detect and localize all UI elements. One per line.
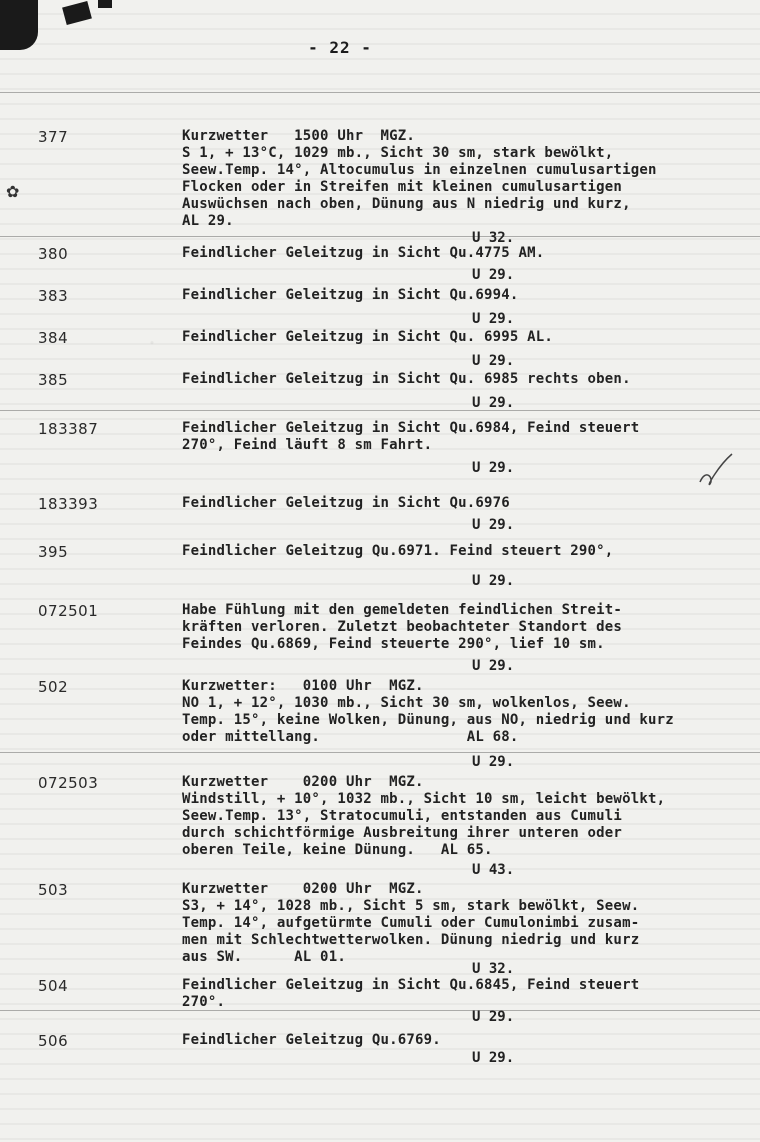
entry-id: 504 xyxy=(38,977,69,995)
entry-signature: U 43. xyxy=(472,862,515,878)
entry-text: Feindlicher Geleitzug in Sicht Qu.6984, Feind steuert 270°, Feind läuft 8 sm Fahrt. xyxy=(182,420,640,453)
scan-corner-mark xyxy=(98,0,112,8)
entry-text: Feindlicher Geleitzug Qu.6971. Feind steuert 290°, xyxy=(182,543,614,559)
scan-corner-mark xyxy=(62,1,92,25)
entry-signature: U 29. xyxy=(472,1050,515,1066)
entry-text: Kurzwetter 0200 Uhr MGZ. Windstill, + 10°, 1032 mb., Sicht 10 sm, leicht bewölkt, Seew.Temp. 13°, Stratocumuli, entstanden aus Cumuli durch schichtförmige Ausbreitung ihrer unteren oder oberen Teile, keine Dünung. AL 65. xyxy=(182,774,666,858)
entry-signature: U 29. xyxy=(472,1009,515,1025)
entry-signature: U 29. xyxy=(472,460,515,476)
entry-text: Feindlicher Geleitzug in Sicht Qu. 6995 AL. xyxy=(182,329,554,345)
entry-id: 183387 xyxy=(38,420,99,438)
entry-id: 072501 xyxy=(38,602,99,620)
entry-signature: U 29. xyxy=(472,267,515,283)
entry-signature: U 32. xyxy=(472,230,515,246)
entry-id: 384 xyxy=(38,329,69,347)
margin-mark-icon: ✿ xyxy=(6,182,20,201)
ruled-line xyxy=(0,410,760,411)
entry-id: 503 xyxy=(38,881,69,899)
entry-text: Feindlicher Geleitzug in Sicht Qu. 6985 rechts oben. xyxy=(182,371,631,387)
entry-signature: U 29. xyxy=(472,573,515,589)
entry-signature: U 29. xyxy=(472,311,515,327)
scan-corner-mark xyxy=(0,0,38,50)
entry-signature: U 29. xyxy=(472,353,515,369)
entry-id: 502 xyxy=(38,678,69,696)
entry-text: Feindlicher Geleitzug in Sicht Qu.6976 xyxy=(182,495,510,511)
entry-signature: U 29. xyxy=(472,658,515,674)
ruled-line xyxy=(0,236,760,237)
entry-id: 183393 xyxy=(38,495,99,513)
entry-signature: U 32. xyxy=(472,961,515,977)
ruled-line xyxy=(0,752,760,753)
ruled-line xyxy=(0,92,760,93)
entry-text: Feindlicher Geleitzug in Sicht Qu.4775 AM. xyxy=(182,245,545,261)
entry-id: 072503 xyxy=(38,774,99,792)
entry-id: 395 xyxy=(38,543,69,561)
entry-text: Habe Fühlung mit den gemeldeten feindlichen Streit- kräften verloren. Zuletzt beobachteter Standort des Feindes Qu.6869, Feind steuerte 290°, lief 10 sm. xyxy=(182,602,623,652)
entry-text: Feindlicher Geleitzug in Sicht Qu.6845, Feind steuert 270°. xyxy=(182,977,640,1010)
entry-text: Kurzwetter: 0100 Uhr MGZ. NO 1, + 12°, 1030 mb., Sicht 30 sm, wolkenlos, Seew. Temp. 15°, keine Wolken, Dünung, aus NO, niedrig und kurz oder mittellang. AL 68. xyxy=(182,678,674,745)
entry-id: 380 xyxy=(38,245,69,263)
entry-signature: U 29. xyxy=(472,754,515,770)
entry-id: 506 xyxy=(38,1032,69,1050)
entry-signature: U 29. xyxy=(472,395,515,411)
entry-id: 377 xyxy=(38,128,69,146)
entry-signature: U 29. xyxy=(472,517,515,533)
entry-id: 383 xyxy=(38,287,69,305)
pen-squiggle-icon xyxy=(696,448,736,488)
entry-id: 385 xyxy=(38,371,69,389)
entry-text: Kurzwetter 0200 Uhr MGZ. S3, + 14°, 1028 mb., Sicht 5 sm, stark bewölkt, Seew. Temp. 14°, aufgetürmte Cumuli oder Cumulonimbi zusam- men mit Schlechtwetterwolken. Dünung niedrig und kurz aus SW. AL 01. xyxy=(182,881,640,965)
entry-text: Feindlicher Geleitzug in Sicht Qu.6994. xyxy=(182,287,519,303)
entry-text: Kurzwetter 1500 Uhr MGZ. S 1, + 13°C, 1029 mb., Sicht 30 sm, stark bewölkt, Seew.Temp. 14°, Altocumulus in einzelnen cumulusartigen Flocken oder in Streifen mit kleinen cumulusartigen Auswüchsen nach oben, Dünung aus N niedrig und kurz, AL 29. xyxy=(182,128,657,229)
entry-text: Feindlicher Geleitzug Qu.6769. xyxy=(182,1032,441,1048)
page-number: - 22 - xyxy=(308,38,372,57)
